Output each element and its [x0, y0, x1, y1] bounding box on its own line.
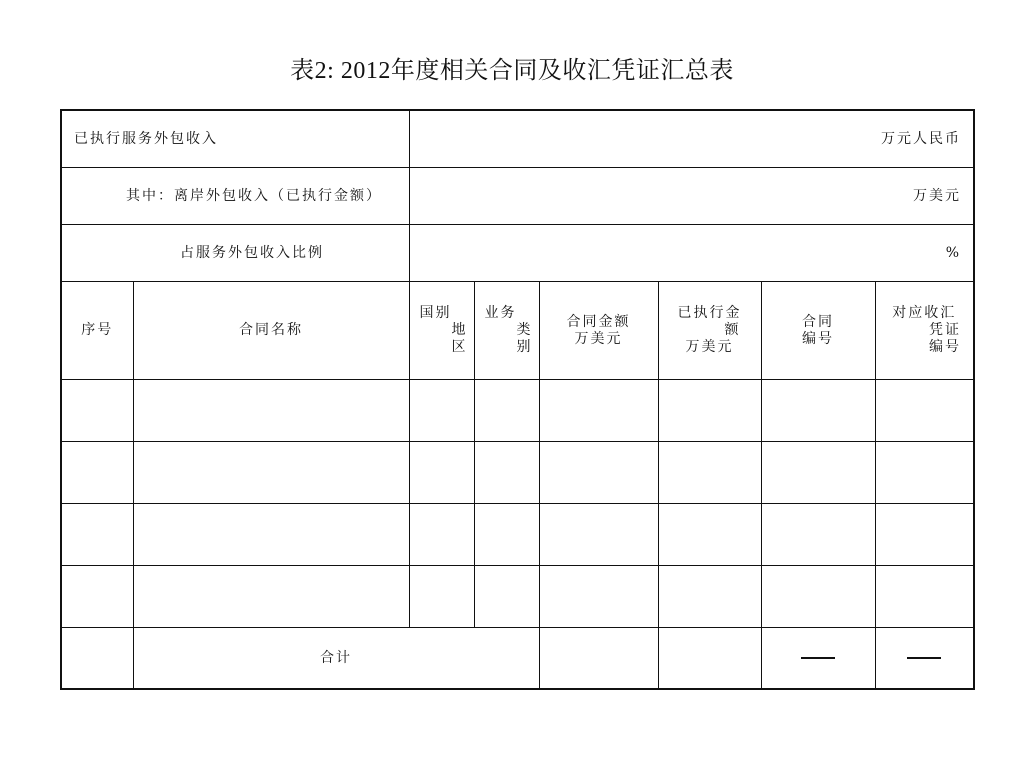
- header-voucher-number: [875, 282, 974, 380]
- cell-contract-name[interactable]: [133, 504, 409, 566]
- header-contract-no-line2: 编号: [802, 330, 834, 347]
- header-voucher-line3: 编号: [929, 339, 962, 355]
- cell-region[interactable]: [409, 566, 474, 628]
- total-contract-amount[interactable]: [539, 628, 658, 690]
- total-executed-amount[interactable]: [658, 628, 761, 690]
- header-contract-name: 合同名称: [133, 282, 409, 380]
- cell-region[interactable]: [409, 442, 474, 504]
- cell-business-type[interactable]: [474, 442, 539, 504]
- table-row: [61, 504, 974, 566]
- cell-contract-name[interactable]: [133, 566, 409, 628]
- cell-contract-number[interactable]: [761, 442, 875, 504]
- summary-label-offshore-income: 其中：离岸外包收入（已执行金额）: [61, 168, 409, 225]
- column-header-row: [61, 282, 974, 380]
- header-contract-number: [761, 282, 875, 380]
- cell-executed-amount[interactable]: [658, 442, 761, 504]
- summary-table: [60, 109, 975, 690]
- cell-executed-amount[interactable]: [658, 504, 761, 566]
- header-region: [409, 282, 474, 380]
- cell-voucher-number[interactable]: [875, 442, 974, 504]
- table-row: [61, 380, 974, 442]
- header-executed-line2: 额: [724, 322, 741, 338]
- header-executed-amount: [658, 282, 761, 380]
- header-type-line3: 别: [516, 339, 533, 355]
- header-contract-amount: [539, 282, 658, 380]
- header-type-line2: 类: [516, 322, 533, 338]
- cell-contract-amount[interactable]: [539, 380, 658, 442]
- cell-contract-amount[interactable]: [539, 566, 658, 628]
- dash-mark: [907, 657, 941, 659]
- cell-region[interactable]: [409, 504, 474, 566]
- page-title: 表2: 2012年度相关合同及收汇凭证汇总表: [290, 58, 734, 84]
- total-row: [61, 628, 974, 690]
- total-voucher-number-na: [875, 628, 974, 690]
- cell-contract-number[interactable]: [761, 380, 875, 442]
- summary-label-outsourcing-income: 已执行服务外包收入: [61, 110, 409, 168]
- cell-voucher-number[interactable]: [875, 380, 974, 442]
- summary-row-outsourcing-income: [61, 110, 974, 168]
- total-seq-cell: [61, 628, 133, 690]
- summary-row-ratio: [61, 225, 974, 282]
- cell-executed-amount[interactable]: [658, 380, 761, 442]
- total-contract-number-na: [761, 628, 875, 690]
- header-region-line1: 国别: [419, 305, 452, 321]
- cell-contract-name[interactable]: [133, 380, 409, 442]
- table-row: [61, 442, 974, 504]
- cell-seq[interactable]: [61, 566, 133, 628]
- header-executed-line1: 已执行金: [677, 305, 742, 321]
- cell-contract-number[interactable]: [761, 566, 875, 628]
- cell-voucher-number[interactable]: [875, 504, 974, 566]
- summary-row-offshore-income: [61, 168, 974, 225]
- cell-region[interactable]: [409, 380, 474, 442]
- cell-seq[interactable]: [61, 442, 133, 504]
- summary-unit-rmb: 万元人民币: [409, 110, 974, 168]
- header-amount-line2: 万美元: [574, 330, 623, 347]
- table-row: [61, 566, 974, 628]
- header-contract-no-line1: 合同: [802, 313, 834, 330]
- cell-voucher-number[interactable]: [875, 566, 974, 628]
- cell-contract-number[interactable]: [761, 504, 875, 566]
- header-voucher-line2: 凭证: [929, 322, 962, 338]
- header-type-line1: 业务: [484, 305, 517, 321]
- summary-unit-percent: %: [409, 225, 974, 282]
- summary-label-ratio: 占服务外包收入比例: [61, 225, 409, 282]
- cell-business-type[interactable]: [474, 504, 539, 566]
- header-amount-line1: 合同金额: [566, 313, 631, 330]
- header-business-type: [474, 282, 539, 380]
- cell-business-type[interactable]: [474, 380, 539, 442]
- cell-seq[interactable]: [61, 380, 133, 442]
- cell-seq[interactable]: [61, 504, 133, 566]
- dash-mark: [801, 657, 835, 659]
- header-region-line3: 区: [451, 339, 468, 355]
- header-seq: 序号: [61, 282, 133, 380]
- header-region-line2: 地: [451, 322, 468, 338]
- cell-business-type[interactable]: [474, 566, 539, 628]
- cell-contract-amount[interactable]: [539, 504, 658, 566]
- total-label: 合计: [133, 628, 539, 690]
- cell-contract-name[interactable]: [133, 442, 409, 504]
- header-executed-line3: 万美元: [685, 339, 734, 355]
- cell-executed-amount[interactable]: [658, 566, 761, 628]
- summary-unit-usd: 万美元: [409, 168, 974, 225]
- header-voucher-line1: 对应收汇: [892, 305, 957, 321]
- cell-contract-amount[interactable]: [539, 442, 658, 504]
